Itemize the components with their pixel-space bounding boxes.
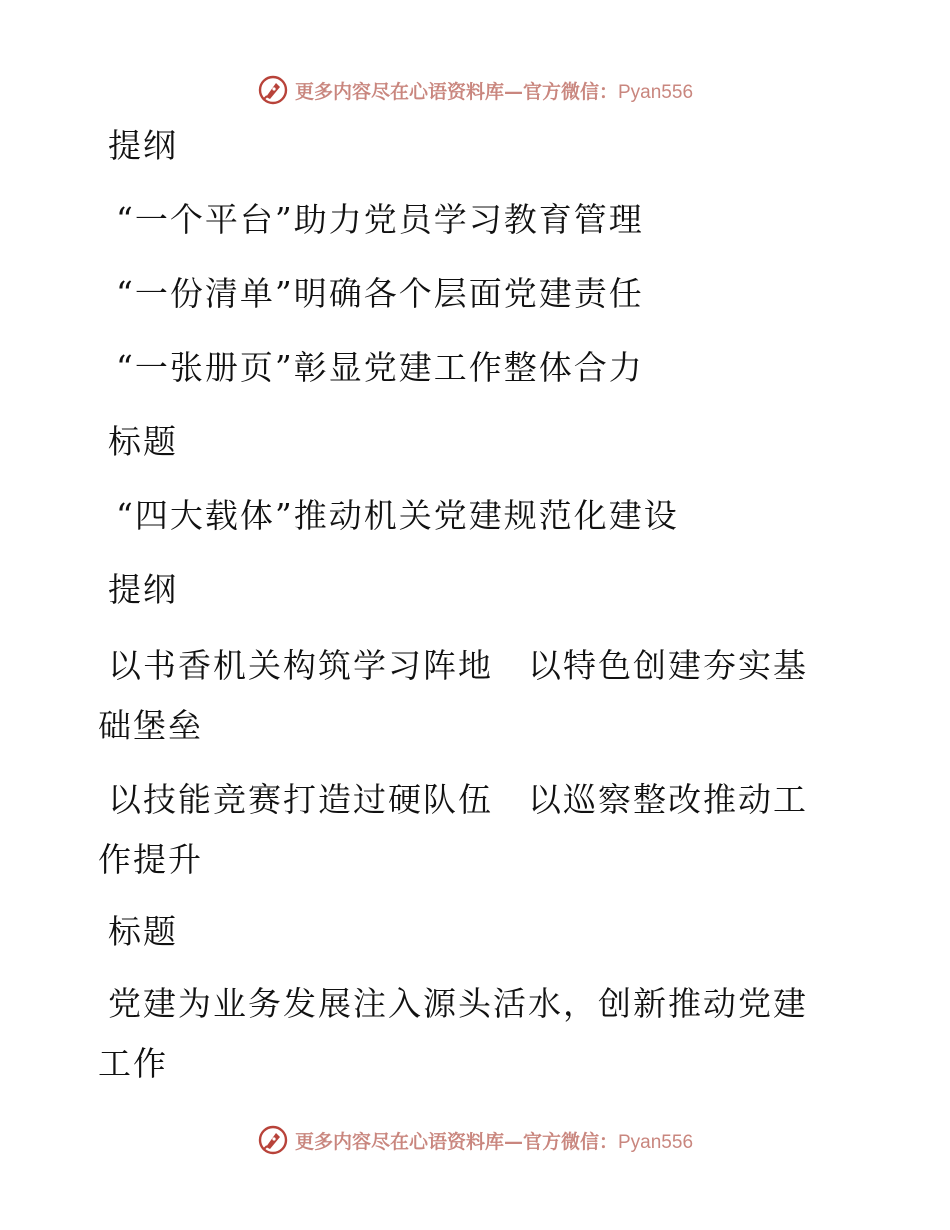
section-label-title: 标题 (108, 912, 178, 951)
outline-item: 以技能竞赛打造过硬队伍 以巡察整改推动工作提升 (98, 780, 808, 879)
title-item: “四大载体”推动机关党建规范化建设 (116, 496, 679, 535)
outline-item: 以书香机关构筑学习阵地 以特色创建夯实基础堡垒 (98, 646, 808, 745)
section-label-outline: 提纲 (108, 126, 178, 165)
watermark-text: 更多内容尽在心语资料库—官方微信：Pyan556 (294, 1130, 694, 1153)
watermark-text: 更多内容尽在心语资料库—官方微信：Pyan556 (294, 80, 694, 103)
watermark-header (0, 70, 950, 110)
title-item: 党建为业务发展注入源头活水，创新推动党建工作 (98, 984, 808, 1083)
outline-item: “一个平台”助力党员学习教育管理 (116, 200, 644, 239)
outline-item: “一张册页”彰显党建工作整体合力 (116, 348, 644, 387)
watermark-footer (0, 1120, 950, 1160)
document-body (98, 118, 838, 1094)
wechat-id: Pyan556 (618, 1131, 694, 1153)
outline-item: “一份清单”明确各个层面党建责任 (116, 274, 644, 313)
section-label-title: 标题 (108, 422, 178, 461)
section-label-outline: 提纲 (108, 570, 178, 609)
wechat-id: Pyan556 (618, 81, 694, 103)
pen-nib-logo-icon (257, 74, 289, 106)
pen-nib-logo-icon (257, 1124, 289, 1156)
